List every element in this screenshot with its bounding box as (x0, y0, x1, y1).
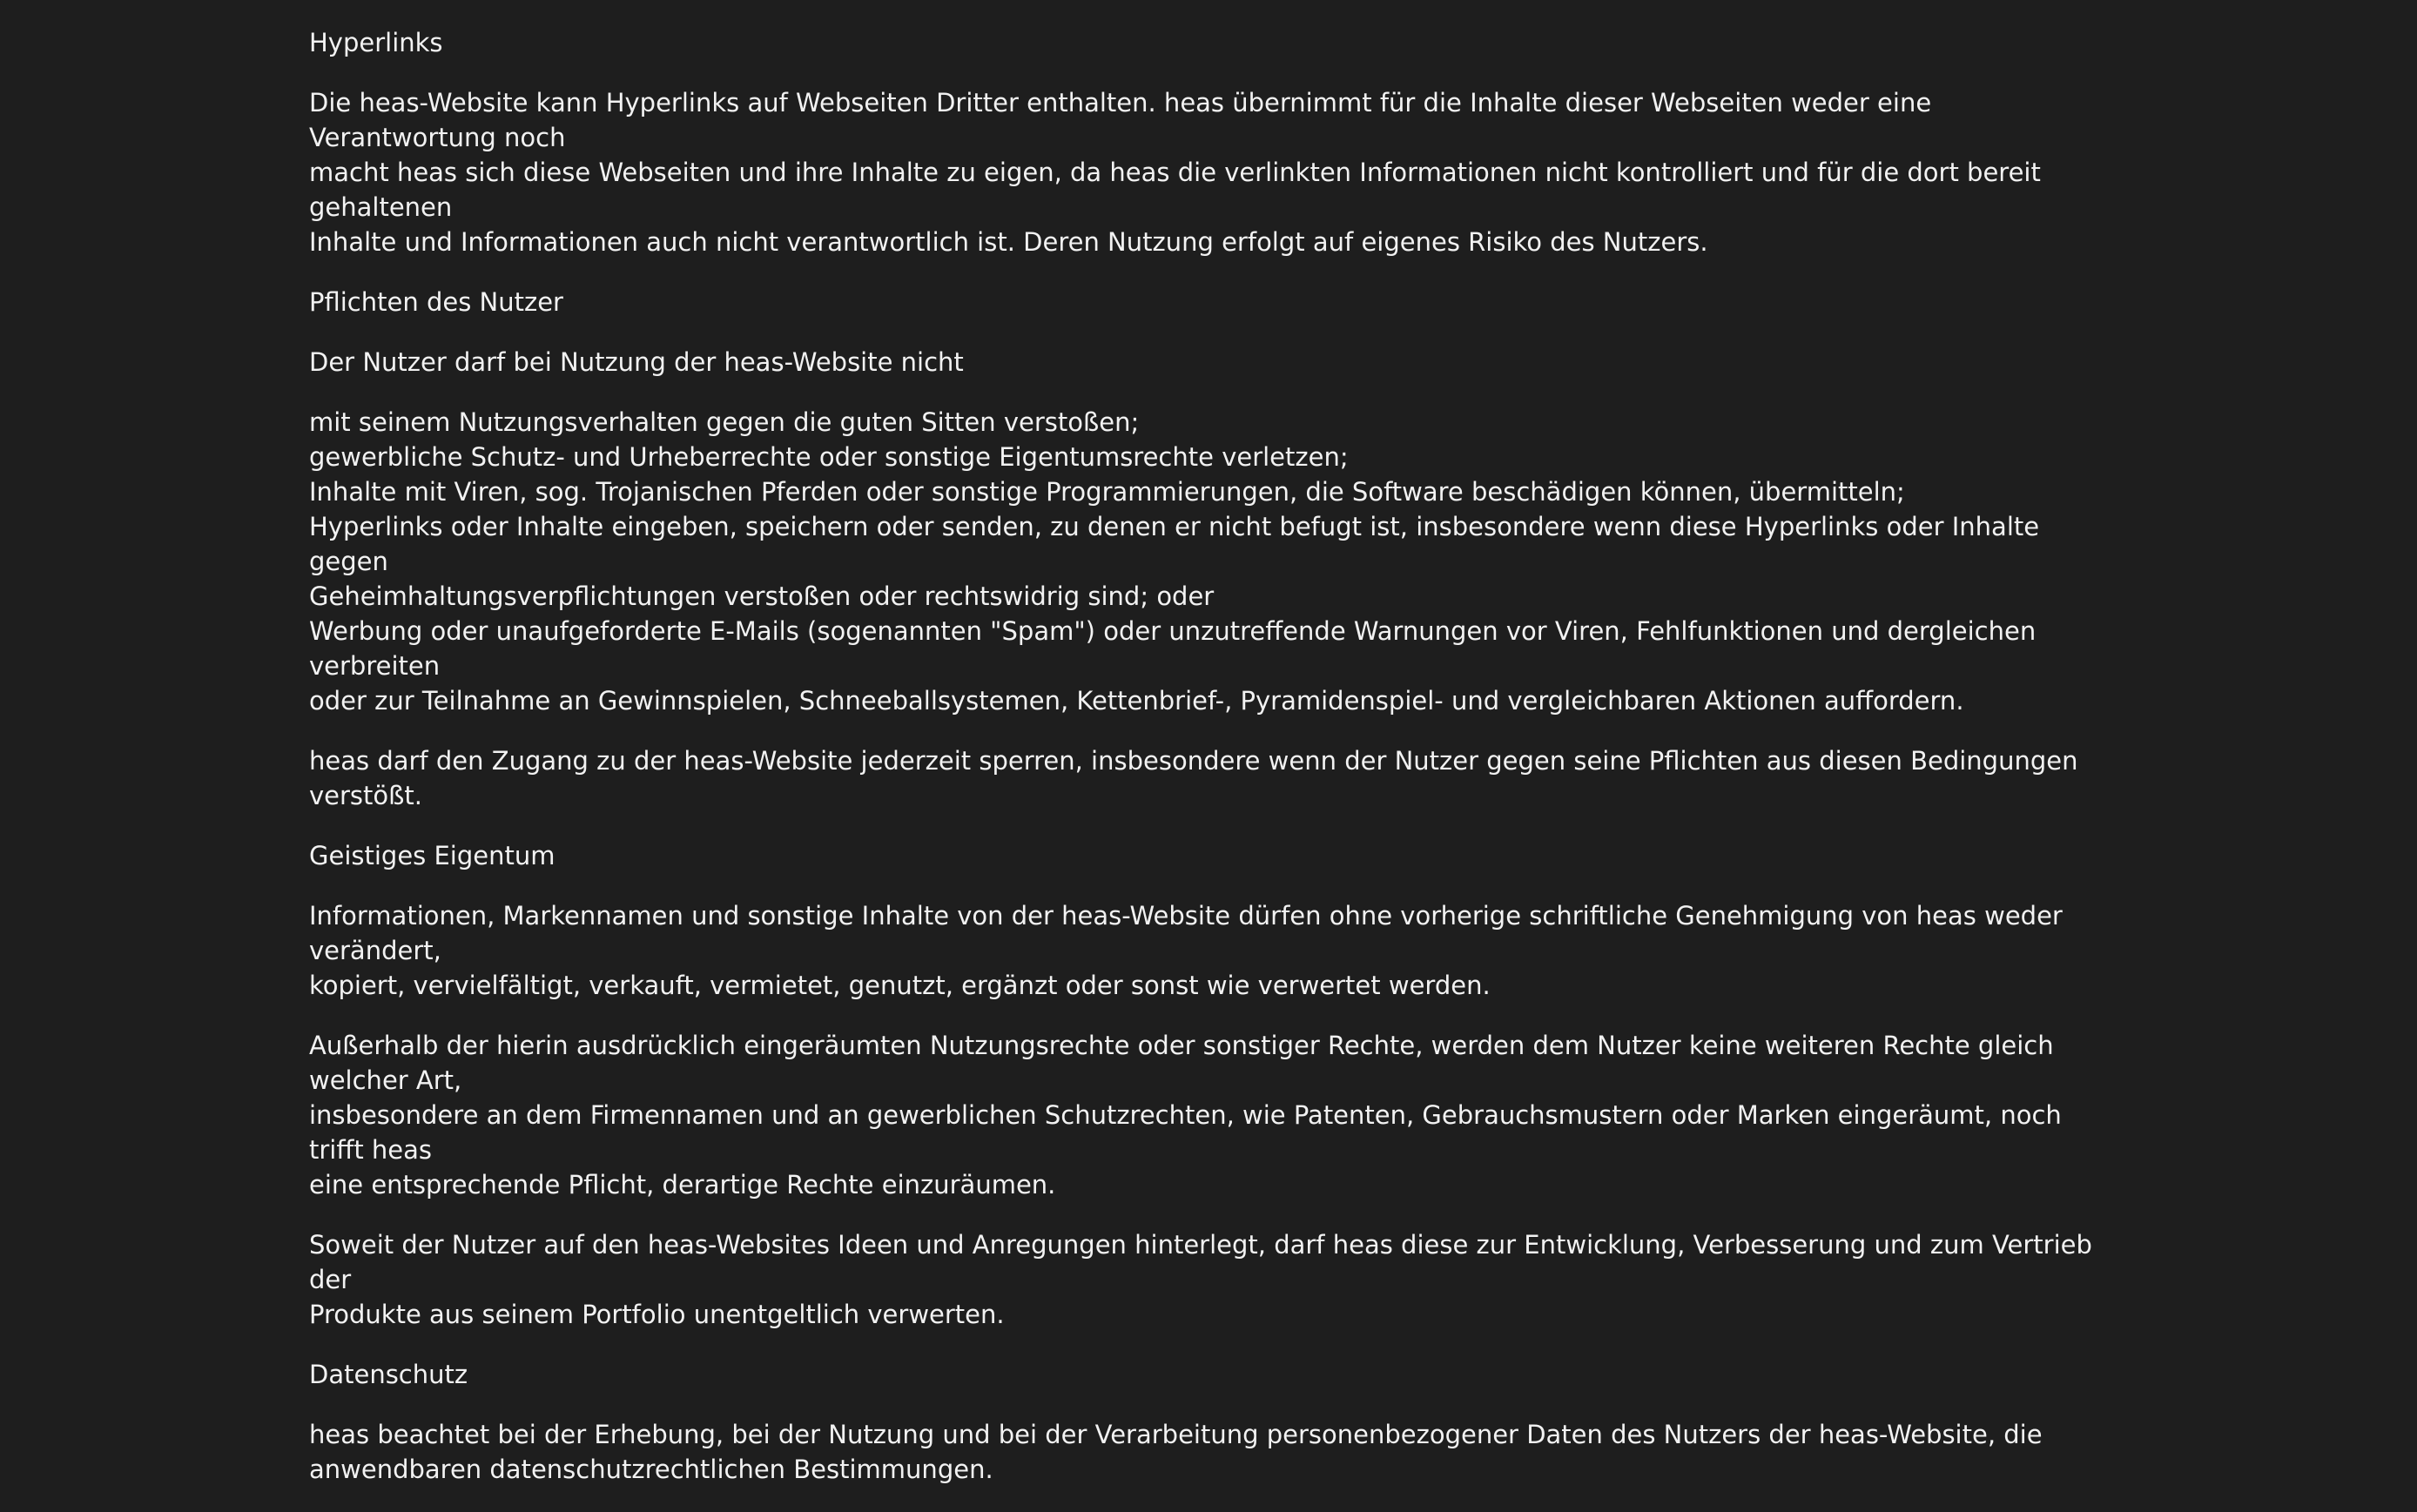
pflichten-list (309, 405, 2120, 718)
paragraph-eigentum-1: Informationen, Markennamen und sonstige Inhalte von der heas-Website dürfen ohne vorherige schriftliche Genehmigung von heas weder verändert, kopiert, vervielfältigt, verkauft, vermietet, genutzt, ergänzt oder sonst wie verwertet werden. (309, 901, 2063, 1000)
paragraph-pflichten-closing: heas darf den Zugang zu der heas-Website jederzeit sperren, insbesondere wenn der Nutzer gegen seine Pflichten aus diesen Bedingungen verstößt. (309, 746, 2078, 810)
list-item: gewerbliche Schutz- und Urheberrechte oder sonstige Eigentumsrechte verletzen; (309, 442, 1349, 472)
list-item: Hyperlinks oder Inhalte eingeben, speichern oder senden, zu denen er nicht befugt ist, insbesondere wenn diese Hyperlinks oder Inhalte gegen Geheimhaltungsverpflichtungen verstoßen oder rechtswidrig sind; oder (309, 512, 2040, 611)
paragraph-datenschutz: heas beachtet bei der Erhebung, bei der Nutzung und bei der Verarbeitung personenbezogener Daten des Nutzers der heas-Website, die anwendbaren datenschutzrechtlichen Bestimmungen. (309, 1420, 2043, 1484)
section-heading-pflichten: Pflichten des Nutzer (309, 287, 563, 317)
list-item: Werbung oder unaufgeforderte E-Mails (sogenannten "Spam") oder unzutreffende Warnungen vor Viren, Fehlfunktionen und dergleichen verbreiten oder zur Teilnahme an Gewinnspielen, Schneeballsystemen, Kettenbrief-, Pyramidenspiel- und vergleichbaren Aktionen auffordern. (309, 616, 2037, 716)
list-item: mit seinem Nutzungsverhalten gegen die guten Sitten verstoßen; (309, 407, 1140, 437)
list-item: Inhalte mit Viren, sog. Trojanischen Pferden oder sonstige Programmierungen, die Software beschädigen können, übermitteln; (309, 477, 1905, 507)
section-heading-hyperlinks: Hyperlinks (309, 28, 443, 57)
paragraph-hyperlinks: Die heas-Website kann Hyperlinks auf Webseiten Dritter enthalten. heas übernimmt für die Inhalte dieser Webseiten weder eine Verantwortung noch macht heas sich diese Webseiten und ihre Inhalte zu eigen, da heas die verlinkten Informationen nicht kontrolliert und für die dort bereit gehaltenen Inhalte und Informationen auch nicht verantwortlich ist. Deren Nutzung erfolgt auf eigenes Risiko des Nutzers. (309, 88, 2041, 257)
document-body (309, 25, 2120, 1512)
section-heading-datenschutz: Datenschutz (309, 1360, 468, 1389)
paragraph-pflichten-intro: Der Nutzer darf bei Nutzung der heas-Website nicht (309, 347, 964, 377)
paragraph-eigentum-3: Soweit der Nutzer auf den heas-Websites Ideen und Anregungen hinterlegt, darf heas diese zur Entwicklung, Verbesserung und zum Vertrieb der Produkte aus seinem Portfolio unentgeltlich verwerten. (309, 1230, 2092, 1329)
section-heading-geistiges-eigentum: Geistiges Eigentum (309, 841, 555, 870)
paragraph-eigentum-2: Außerhalb der hierin ausdrücklich eingeräumten Nutzungsrechte oder sonstiger Rechte, werden dem Nutzer keine weiteren Rechte gleich welcher Art, insbesondere an dem Firmennamen und an gewerblichen Schutzrechten, wie Patenten, Gebrauchsmustern oder Marken eingeräumt, noch trifft heas eine entsprechende Pflicht, derartige Rechte einzuräumen. (309, 1031, 2062, 1200)
